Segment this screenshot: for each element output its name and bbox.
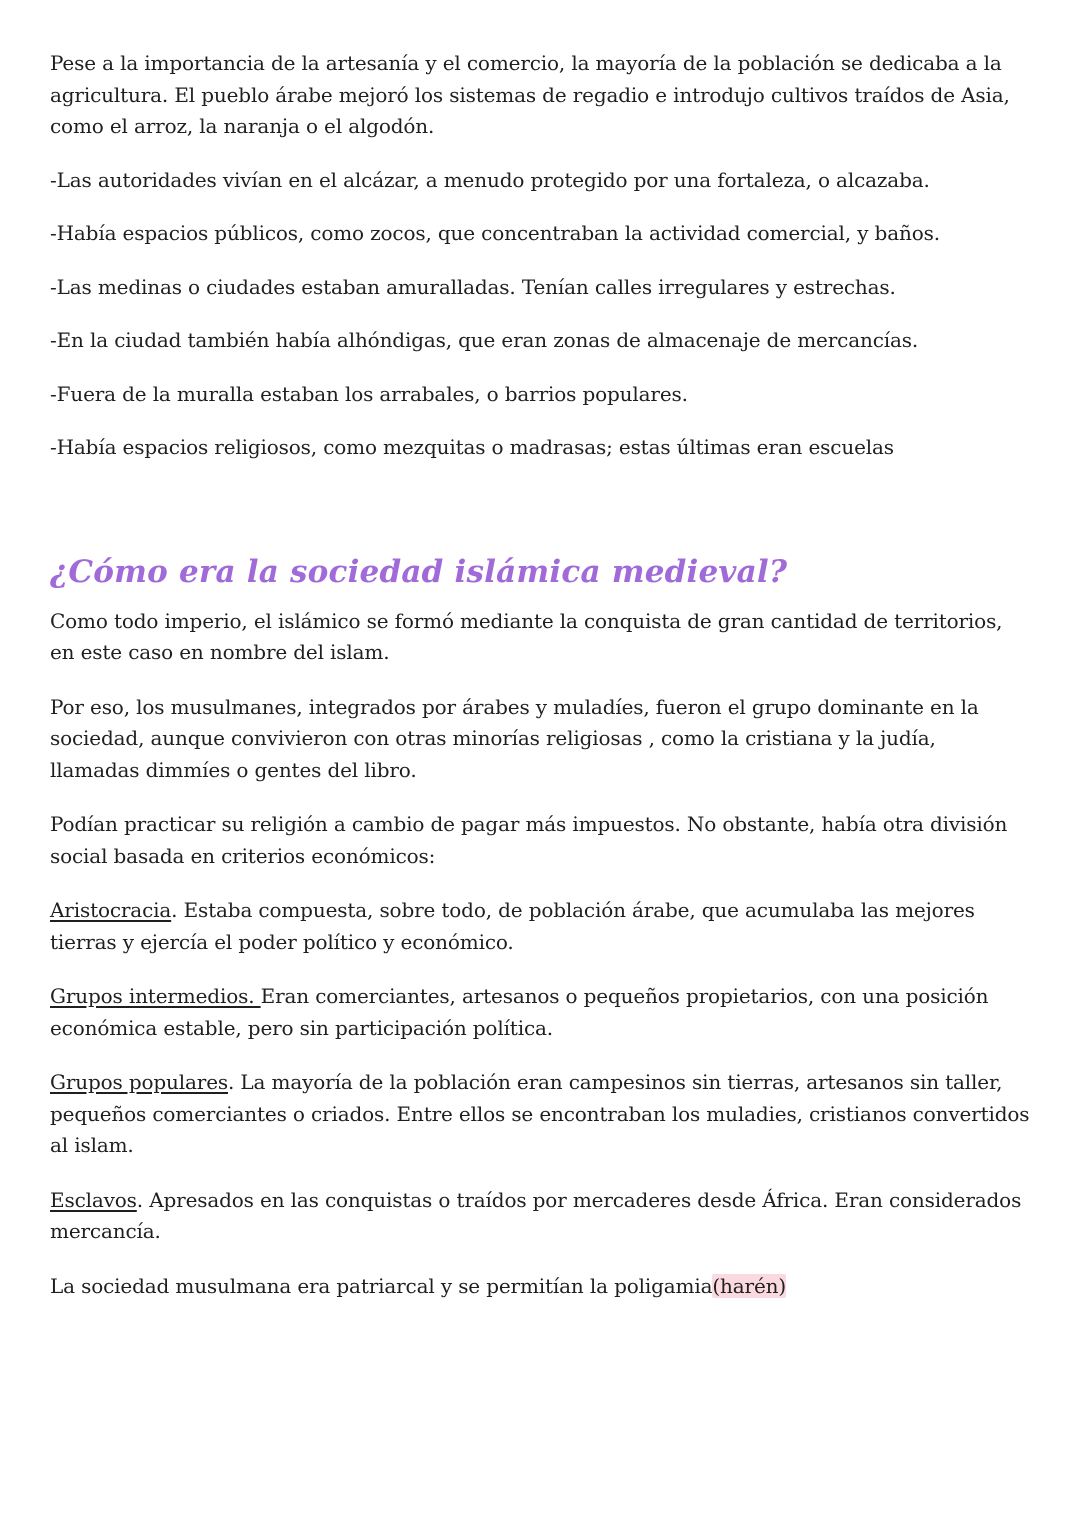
city-feature-item: -Había espacios religiosos, como mezquitas o madrasas; estas últimas eran escuelas [50, 435, 894, 459]
body-paragraph: Por eso, los musulmanes, integrados por árabes y muladíes, fueron el grupo dominante en la sociedad, aunque convivieron con otras minorías religiosas , como la cristiana y la judía, llamadas dimmíes o gentes del libro. [50, 694, 979, 782]
social-group-term: Grupos intermedios. [50, 984, 261, 1008]
closing-paragraph [50, 1271, 1030, 1303]
closing-text: La sociedad musulmana era patriarcal y se permitían la poligamia [50, 1273, 713, 1298]
city-feature-item: -Había espacios públicos, como zocos, que concentraban la actividad comercial, y baños. [50, 221, 940, 245]
social-group-description: . Estaba compuesta, sobre todo, de población árabe, que acumulaba las mejores tierras y ejercía el poder político y económico. [50, 898, 975, 954]
body-paragraph: Podían practicar su religión a cambio de pagar más impuestos. No obstante, había otra división social basada en criterios económicos: [50, 812, 1008, 868]
social-groups-list [50, 895, 1030, 1248]
body-paragraph: Como todo imperio, el islámico se formó mediante la conquista de gran cantidad de territorios, en este caso en nombre del islam. [50, 608, 1003, 664]
city-feature-item: -Las autoridades vivían en el alcázar, a menudo protegido por una fortaleza, o alcazaba. [50, 167, 930, 192]
city-feature-item: -Fuera de la muralla estaban los arrabales, o barrios populares. [50, 381, 688, 406]
highlighted-term: (harén) [712, 1273, 787, 1298]
social-group-term: Aristocracia [50, 898, 172, 922]
social-group-description: . Apresados en las conquistas o traídos por mercaderes desde África. Eran considerados mercancía. [50, 1187, 1022, 1243]
document-page [50, 48, 1030, 1325]
social-group-description: . La mayoría de la población eran campesinos sin tierras, artesanos sin taller, pequeños comerciantes o criados. Entre ellos se encontraban los muladies, cristianos convertidos al islam. [50, 1070, 1030, 1157]
city-features-list [50, 165, 1030, 464]
social-group-description: Eran comerciantes, artesanos o pequeños propietarios, con una posición económica estable, pero sin participación política. [50, 984, 989, 1040]
social-group-term: Grupos populares [50, 1070, 228, 1094]
intro-paragraph: Pese a la importancia de la artesanía y el comercio, la mayoría de la población se dedicaba a la agricultura. El pueblo árabe mejoró los sistemas de regadio e introdujo cultivos traídos de Asia, como el arroz, la naranja o el algodón. [50, 51, 1010, 138]
social-group-esclavos [50, 1185, 1030, 1248]
social-group-aristocracia [50, 895, 1030, 958]
social-group-term: Esclavos [50, 1187, 137, 1212]
social-group-intermedios [50, 981, 1030, 1044]
city-feature-item: -Las medinas o ciudades estaban amuralladas. Tenían calles irregulares y estrechas. [50, 274, 896, 299]
city-feature-item: -En la ciudad también había alhóndigas, que eran zonas de almacenaje de mercancías. [50, 328, 919, 352]
social-group-populares [50, 1067, 1030, 1162]
section-title: ¿Cómo era la sociedad islámica medieval? [50, 553, 788, 590]
